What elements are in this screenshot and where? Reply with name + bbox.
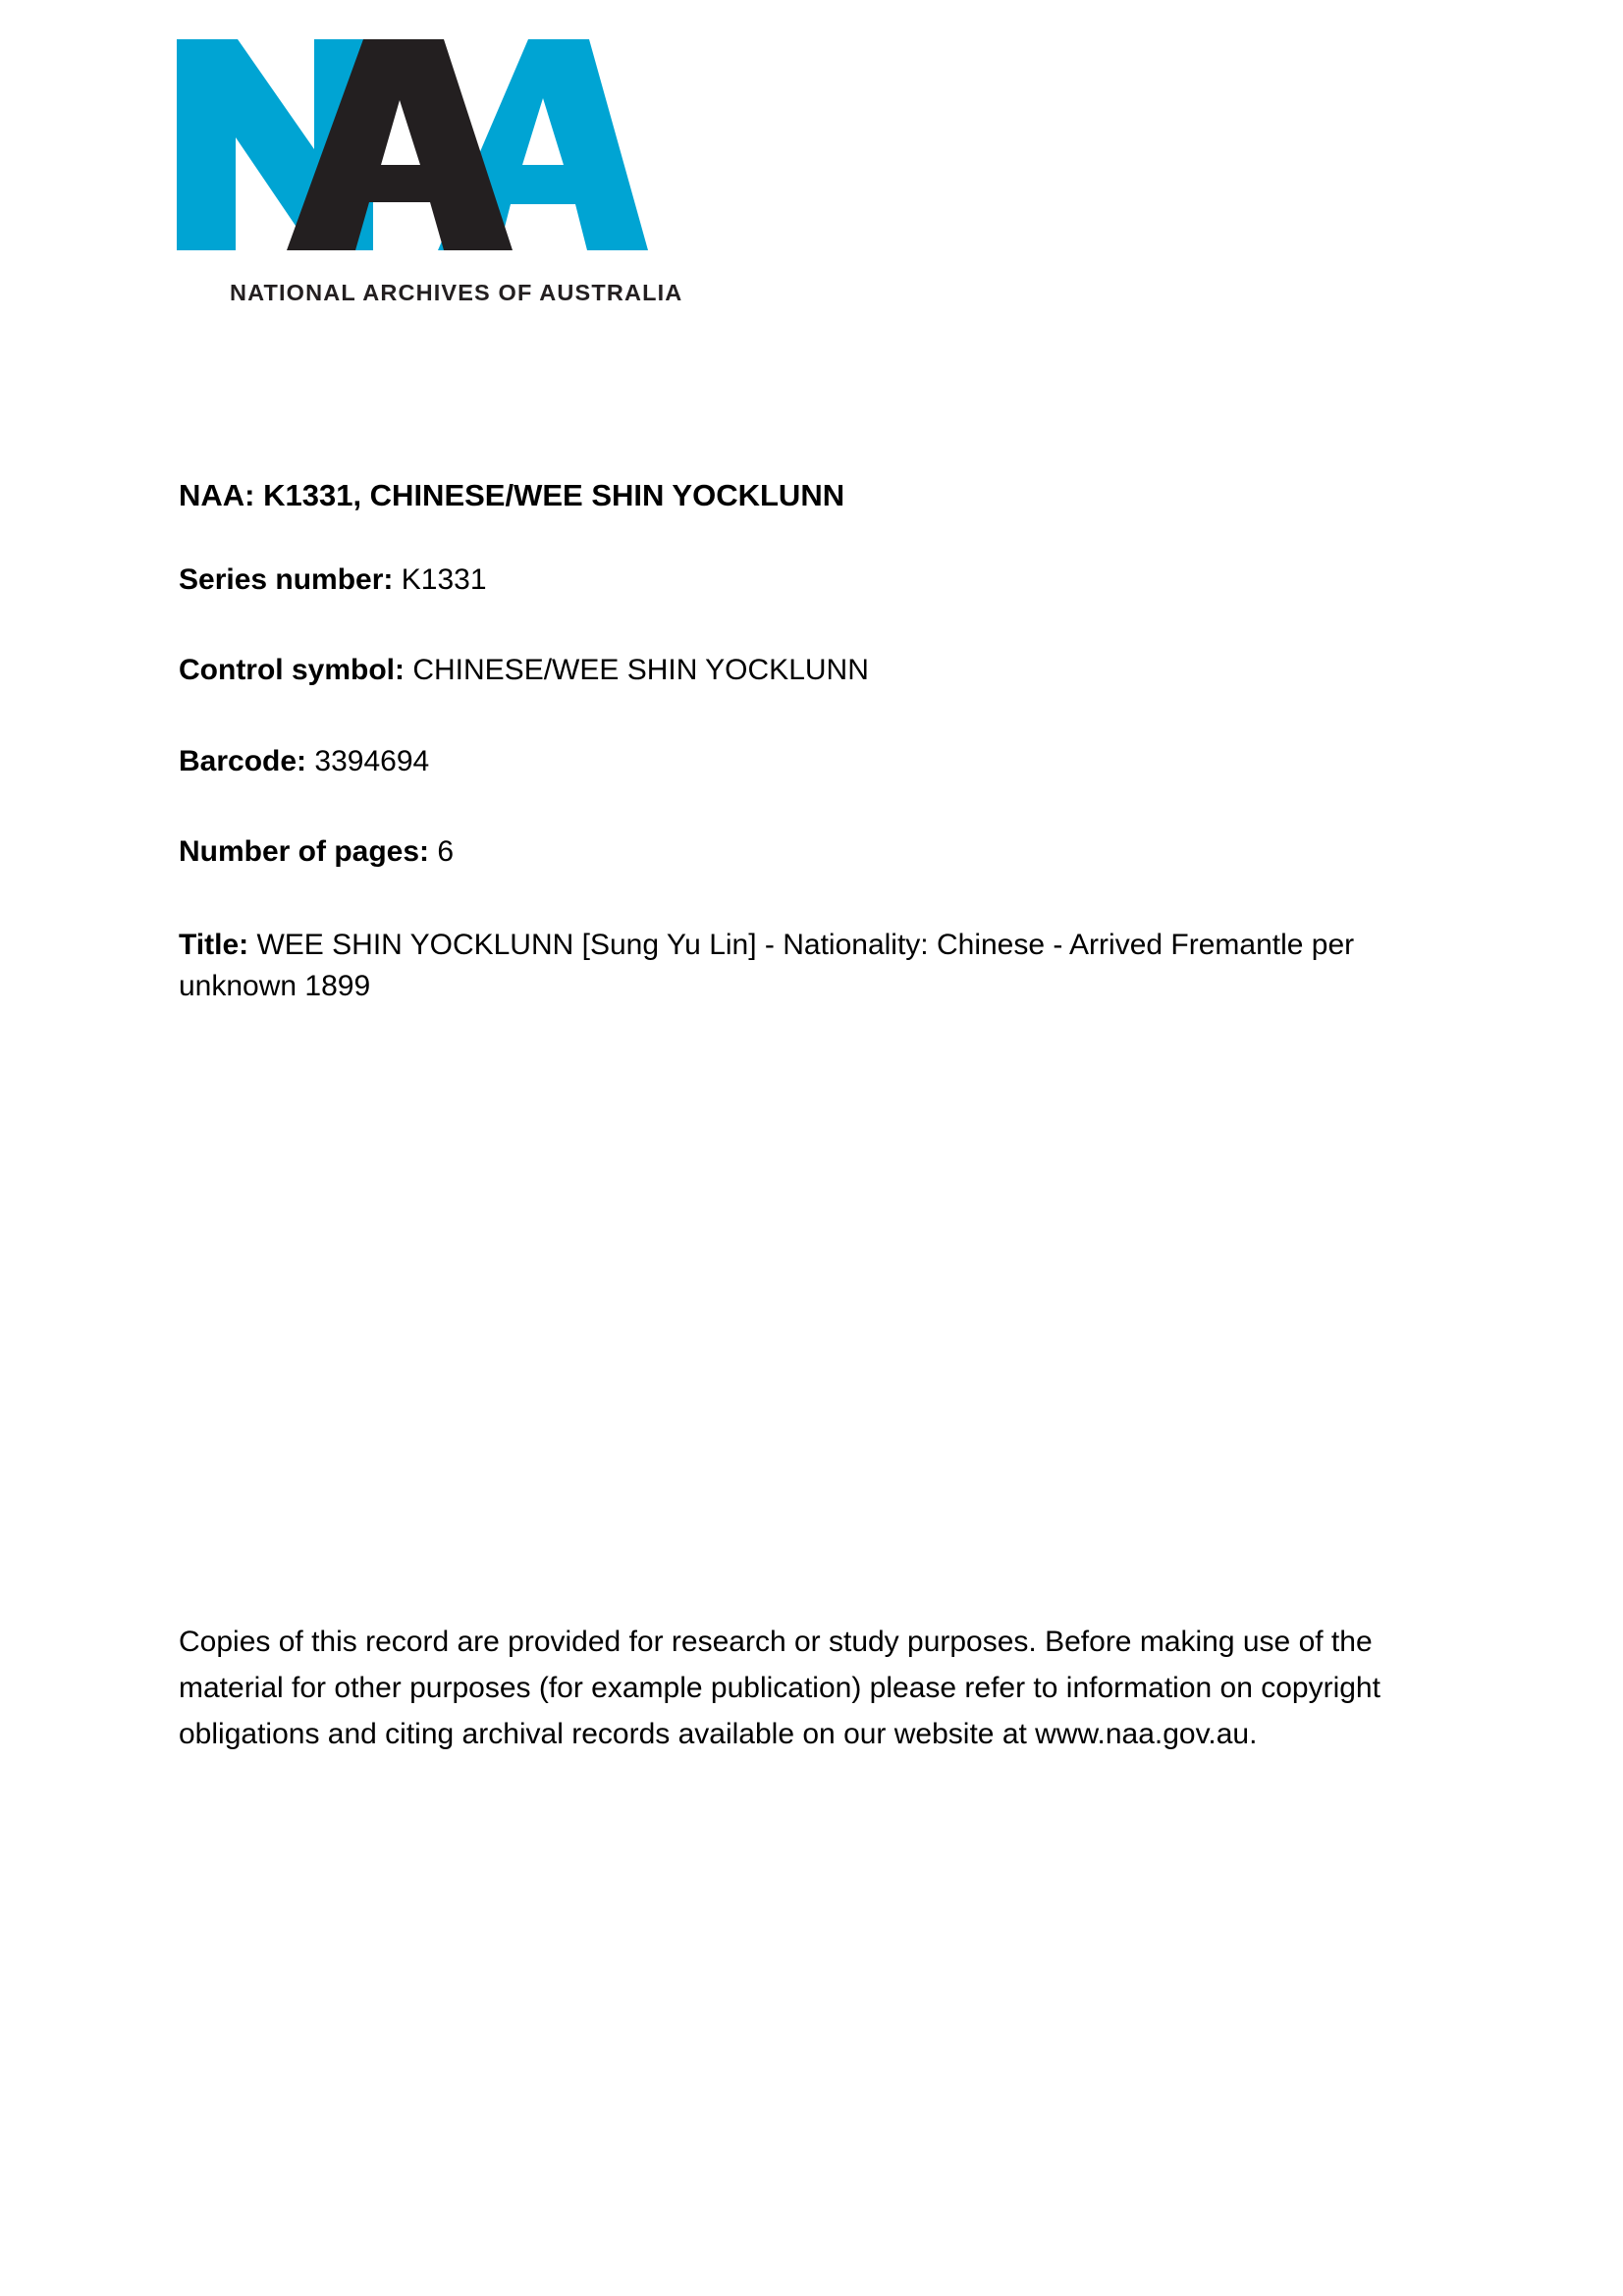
field-title-label: Title: (179, 928, 249, 961)
naa-logo-mark (177, 39, 648, 250)
field-control-symbol (179, 652, 1475, 689)
field-series-number-label: Series number: (179, 562, 394, 596)
naa-logo-tagline: NATIONAL ARCHIVES OF AUSTRALIA (230, 280, 683, 305)
record-details (179, 477, 1475, 1008)
field-number-of-pages-label: Number of pages: (179, 835, 430, 869)
field-control-symbol-value: CHINESE/WEE SHIN YOCKLUNN (412, 654, 869, 687)
field-number-of-pages-value: 6 (437, 835, 455, 869)
field-title (179, 925, 1473, 1008)
field-title-value: WEE SHIN YOCKLUNN [Sung Yu Lin] - Nationality: Chinese - Arrived Fremantle per unknown 1899 (179, 928, 1355, 1003)
field-barcode-value: 3394694 (314, 744, 430, 777)
field-control-symbol-label: Control symbol: (179, 654, 405, 687)
naa-letters-icon (177, 39, 648, 250)
page-title: NAA: K1331, CHINESE/WEE SHIN YOCKLUNN (179, 478, 845, 512)
field-barcode-label: Barcode: (179, 744, 307, 777)
field-series-number-value: K1331 (401, 562, 487, 596)
field-number-of-pages (179, 833, 1475, 871)
field-barcode (179, 743, 1475, 780)
field-series-number (179, 561, 1475, 599)
naa-logo (177, 39, 683, 305)
copyright-notice: Copies of this record are provided for research or study purposes. Before making use of the material for other purposes (for example publication) please refer to information on copyright obligations and citing archival records available on our website at www.naa.gov.au. (179, 1626, 1380, 1750)
